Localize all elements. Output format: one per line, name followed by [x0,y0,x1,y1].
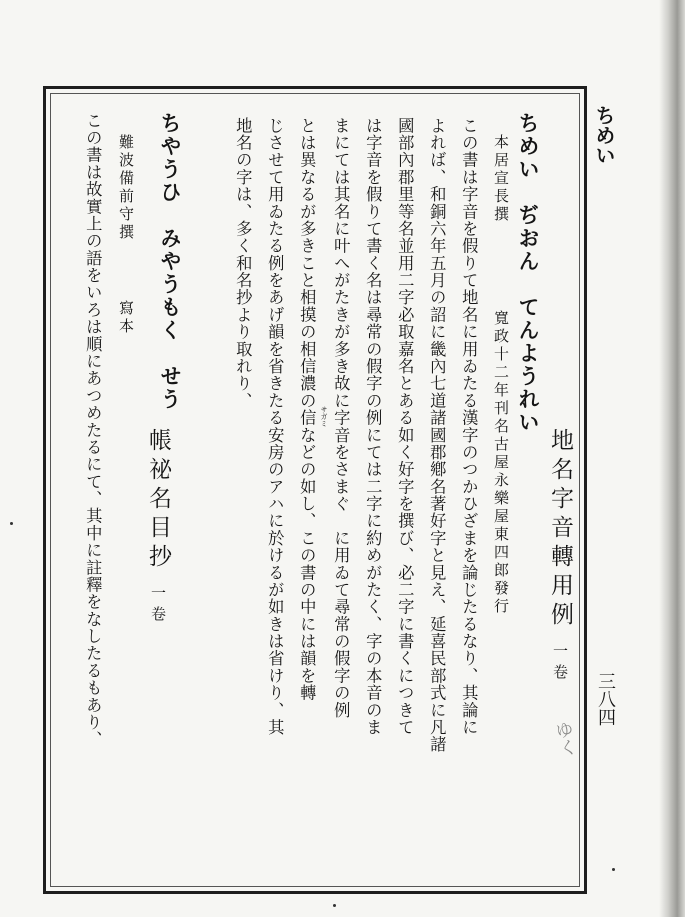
entry1-title-text: 地名字音轉用例 [547,428,573,631]
entry1-line-1: この書は字音を假りて地名に用ゐたる漢字のつかひざまを論じたるなり、其論に [459,117,479,736]
entry1-ruby-note: サガミ [320,406,328,427]
section-header-kana: ちめい [592,105,616,165]
entry1-line-7: じさせて用ゐたる例をあげ韻を省きたる安房のアハに於けるが如きは省けり、其 [265,117,285,736]
entry1-line-2: よれば、和銅六年五月の詔に畿內七道諸國郡鄕名著好字と見え、延喜民部式に凡諸 [427,117,447,754]
entry2-manuscript: 寫本 [117,300,135,336]
entry2-volumes: 一卷 [149,585,167,627]
entry1-line-6: とは異なるが多きこと相摸の相信濃の信などの如し、この書の中には韻を轉 [297,117,317,702]
entry2-title-text: 帳祕名目抄 [145,428,171,573]
entry1-author: 本居宣長撰 [492,134,510,224]
entry1-volumes: 一卷 [551,643,569,685]
entry1-line-3: 國部內郡里等名並用二字必取嘉名とある如く好字を撰び、必二字に書くにつきて [395,117,415,736]
ink-stamp-mark: ゆく [550,718,579,759]
entry2-heading: ちやうひ みやうもく せう [158,112,183,411]
page-number: 三八四 [595,672,616,726]
entry1-publication: 寬政十二年刊名古屋永樂屋東四郎發行 [492,310,510,616]
specks [10,522,13,525]
specks [333,904,336,907]
entry1-book-title [548,428,571,685]
entry2-line-1: この書は故實上の語をいろは順にあつめたるにて、其中に註釋をなしたるもあり、 [83,112,103,749]
entry2-book-title [146,428,169,627]
entry1-line-8: 地名の字は、多く和名抄より取れり、 [233,117,253,410]
entry1-heading: ちめい ぢおん てんようれい [516,112,541,434]
entry1-line-4: は字音を假りて書く名は尋常の假字の例にては二字に約めがたく、字の本音のま [363,117,383,736]
entry2-author: 難波備前守撰 [117,134,135,242]
specks [612,868,615,871]
page-edge-shadow [659,0,685,917]
entry1-line-5: まにては其名に叶へがたきが多き故に字音をさまぐ に用ゐて尋常の假字の例 [331,117,351,719]
